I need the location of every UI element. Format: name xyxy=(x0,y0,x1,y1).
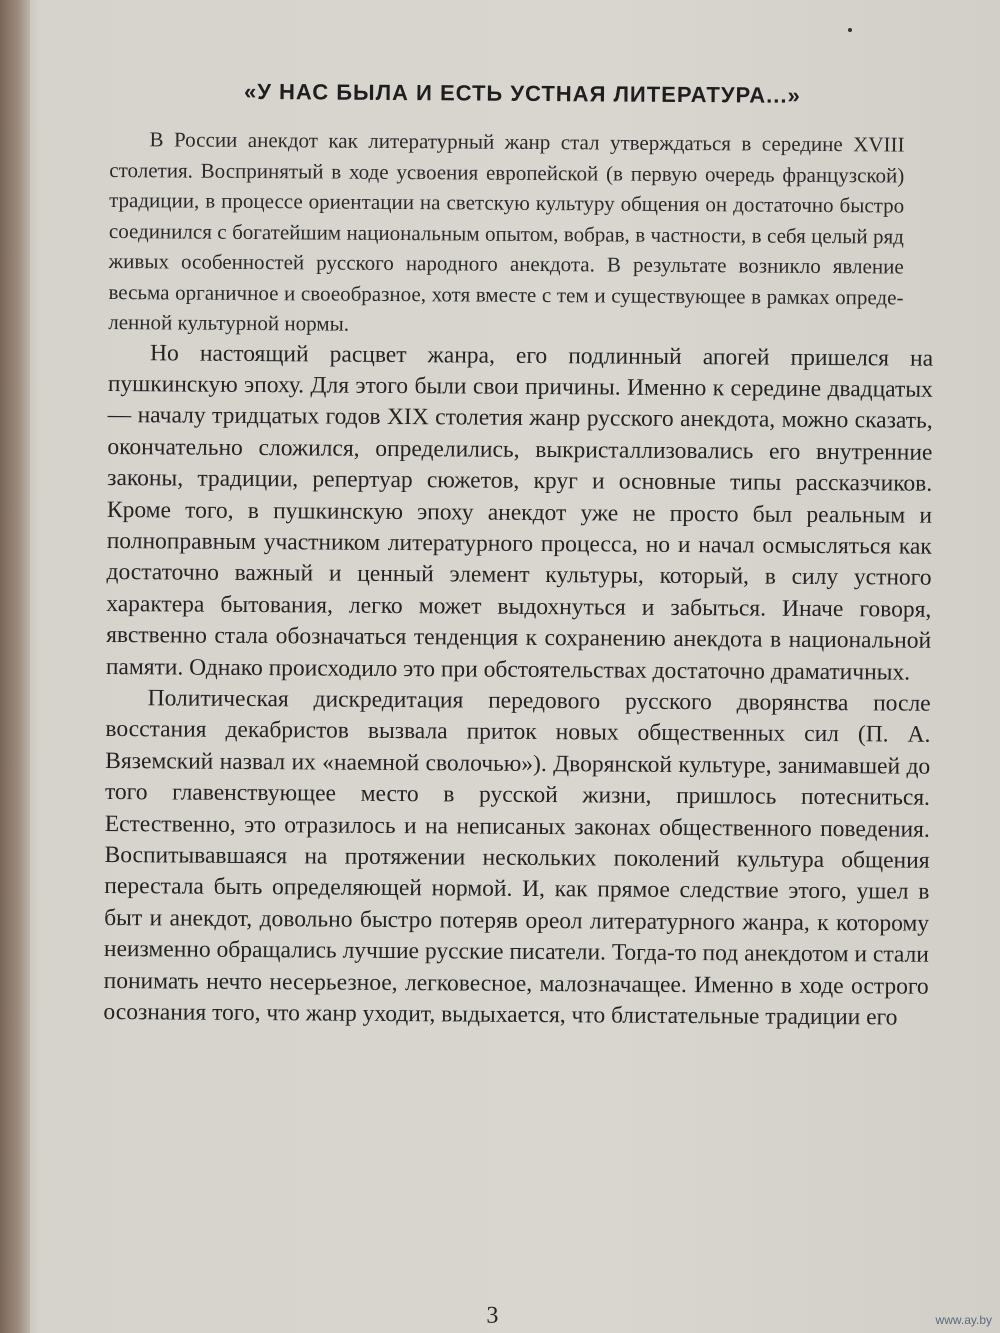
printed-page xyxy=(101,78,935,1329)
page-title: «У НАС БЫЛА И ЕСТЬ УСТНАЯ ЛИТЕРАТУРА...» xyxy=(243,78,801,108)
page-number: 3 xyxy=(486,1302,499,1329)
paragraph-2: Но настоящий расцвет жанра, его подлинный апогей пришелся на пушкинскую эпоху. Для этого были свои причины. Именно к середине двадцатых — началу тридцатых годов XIX столетия жанр русского анекдота, можно сказать, окончательно сложился, определились, выкристаллизовались его внутренние законы, традиции, репертуар сюжетов, круг и основные типы рассказчиков. Кроме того, в пушкинскую эпоху анекдот уже не просто был реальным и полноправным участником литературного процесса, но и начал осмысляться как достаточно важный и ценный элемент культуры, который, в силу устного характера бытования, легко может выдохнуться и забыться. Иначе говоря, явственно стала обозначаться тенденция к сохранению анекдота в национальной памяти. Однако происходило это при обстоятельствах достаточно драматичных. xyxy=(105,339,934,686)
paragraph-1: В России анекдот как литературный жанр стал утверждаться в середине XVIII столетия. Воспринятый в ходе усвоения европейской (в первую очередь французской) традиции, в процессе ориентации на светскую культуру общения он достаточно быстро соединился с богатейшим национальным опытом, вобрав, в частности, в себя целый ряд живых особенностей русского народного анекдота. В результате возникло явление весьма органичное и своеобразное, хотя вместе с тем и существующее в рамках определенной культурной нормы. xyxy=(108,127,905,336)
ink-dot xyxy=(848,28,852,32)
book-spine-shadow xyxy=(0,0,30,1333)
site-watermark: www.ay.by xyxy=(935,1313,992,1327)
paragraph-3: Политическая дискредитация передового русского дворянства после восстания декабристов вызвала приток новых общественных сил (П. А. Вяземский назвал их «наемной сволочью»). Дворянской культуре, занимавшей до того главенствующее место в русской жизни, пришлось потесниться. Естественно, это отразилось и на неписаных законах общественного поведения. Воспитывавшаяся на протяжении нескольких поколений культура общения перестала быть определяющей нормой. И, как прямое следствие этого, ушел в быт и анекдот, довольно быстро потеряв ореол литературного жанра, к которому неизменно обращались лучшие русские писатели. Тогда-то под анекдотом и стали понимать нечто несерьезное, легковесное, малозначащее. Именно в ходе острого осознания того, что жанр уходит, выдыхается, что блистательные традиции его xyxy=(103,685,931,1031)
